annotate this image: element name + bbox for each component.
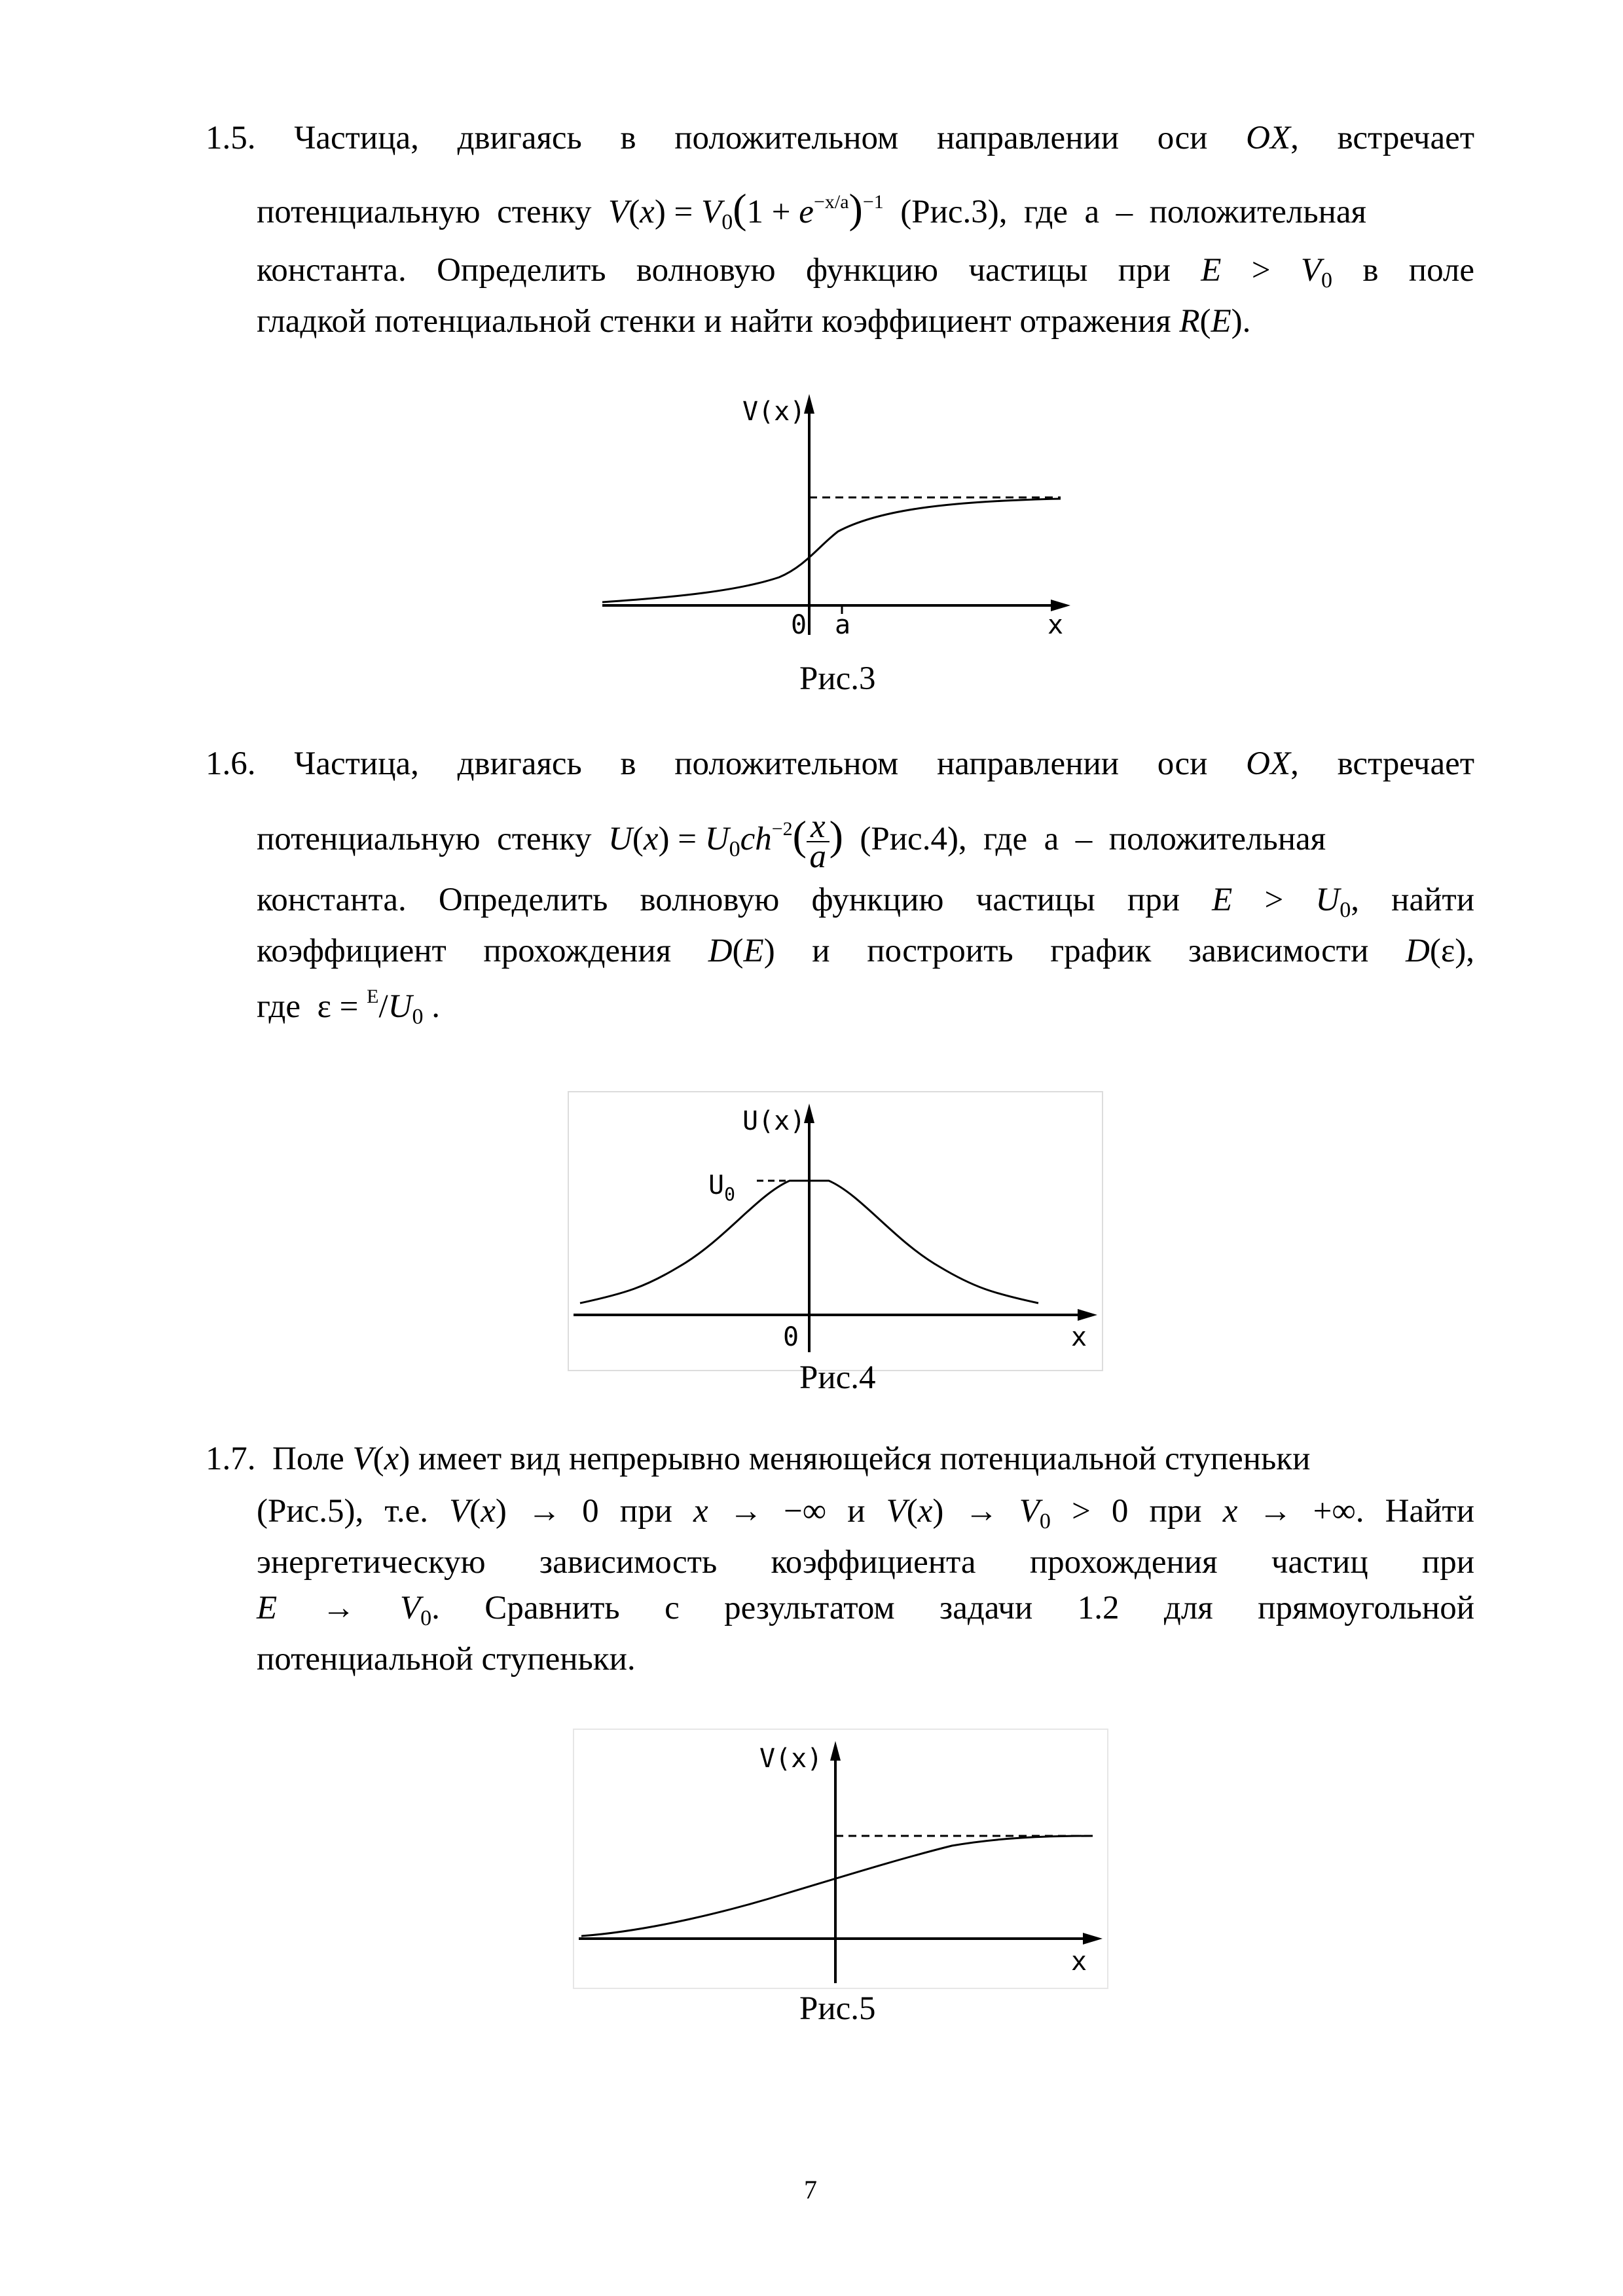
x-axis-arrow-icon — [1083, 1933, 1103, 1945]
y-axis-label: U(x) — [742, 1106, 806, 1136]
problem-text-line: (Рис.5), т.е. V(x) → 0 при x → −∞ и $V(x) \to V_0 > 0$ при x → +∞. Найти — [257, 1493, 1475, 1534]
x-axis-arrow-icon — [1078, 1309, 1097, 1321]
y-axis-label: V(x) — [759, 1744, 823, 1774]
potential-curve — [581, 1836, 1093, 1936]
formula-potential: U — [608, 821, 632, 857]
origin-label: 0 — [783, 1322, 799, 1352]
y-axis-arrow-icon — [830, 1741, 841, 1761]
figure-4 — [567, 1090, 1104, 1372]
x-axis-label: x — [1071, 1946, 1087, 1977]
problem-text-line: потенциальную стенку $U(x) = U_0ch^{-2}$( $\frac{x}{a}$ ) (Рис.4), где а – положительная — [257, 808, 1326, 876]
problem-text-line: $E \to V_0$. Сравнить с результатом задачи 1.2 для прямоугольной — [257, 1590, 1475, 1630]
figure-5 — [572, 1728, 1109, 1990]
figure-3-caption: Рис.3 — [799, 660, 876, 697]
problem-text-line: константа. Определить волновую функцию частицы при $E > V_0$ в поле — [257, 252, 1475, 293]
figure-5-caption: Рис.5 — [799, 1990, 876, 2027]
problem-text-line: 1.7. Поле V(x) имеет вид непрерывно меняющейся потенциальной ступеньки — [206, 1441, 1311, 1477]
y-axis-arrow-icon — [804, 394, 814, 414]
problem-text-line: гладкой потенциальной стенки и найти коэффициент отражения R(E). — [257, 303, 1251, 340]
figure-4-caption: Рис.4 — [799, 1359, 876, 1396]
figure-3 — [589, 386, 1100, 661]
page-number: 7 — [804, 2175, 817, 2204]
problem-text-line: потенциальную стенку $V(x) = V_0(1 + e^{-x/a})^{-1}$ (Рис.3), где а – положительная — [257, 185, 1366, 234]
x-axis-label: x — [1048, 610, 1064, 640]
problem-text-line: энергетическую зависимость коэффициента прохождения частиц при — [257, 1544, 1474, 1581]
a-label: a — [835, 610, 851, 640]
y-axis-label: V(x) — [742, 397, 806, 427]
problem-text-line: 1.6. Частица, двигаясь в положительном направлении оси OX, встречает — [206, 745, 1475, 782]
origin-label: 0 — [791, 610, 807, 640]
problem-text-line: константа. Определить волновую функцию частицы при $E > U_0$, найти — [257, 882, 1474, 922]
potential-curve — [602, 499, 1061, 602]
problem-text-line: 1.5. Частица, двигаясь в положительном направлении оси OX, встречает — [206, 120, 1475, 156]
y-axis-arrow-icon — [804, 1103, 814, 1123]
problem-text-line: где $\varepsilon = ^E/U_0$ . — [257, 986, 440, 1029]
u0-label: $U_0$ — [708, 1170, 735, 1205]
x-axis-label: x — [1071, 1322, 1087, 1352]
formula-potential: V — [608, 194, 629, 230]
problem-text-line: потенциальной ступеньки. — [257, 1641, 636, 1677]
problem-text-line: коэффициент прохождения D(E) и построить график зависимости D(ε), — [257, 933, 1474, 969]
